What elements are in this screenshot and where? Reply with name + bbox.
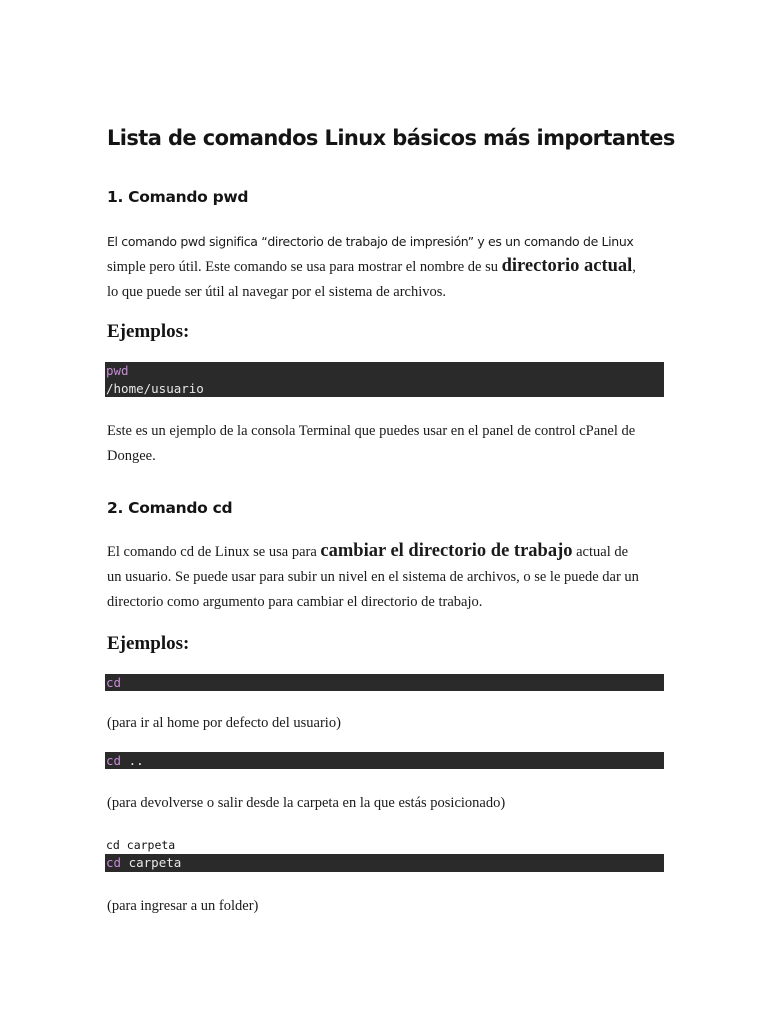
section-heading-cd: 2. Comando cd <box>107 499 233 517</box>
plain-code-line: cd carpeta <box>106 838 176 852</box>
paragraph-line: directorio como argumento para cambiar el directorio de trabajo. <box>107 594 483 610</box>
code-block-cd-parent <box>105 752 664 769</box>
code-command: pwd <box>106 363 129 378</box>
terminal-note <box>107 419 667 469</box>
paragraph-line: El comando cd de Linux se usa para cambiar el directorio de trabajo actual de <box>107 541 629 561</box>
section-paragraph-pwd <box>107 229 667 305</box>
example-caption: (para devolverse o salir desde la carpeta en la que estás posicionado) <box>107 795 506 811</box>
paragraph-line: un usuario. Se puede usar para subir un nivel en el sistema de archivos, o se le puede dar un <box>107 569 639 585</box>
code-block-cd <box>105 674 664 691</box>
examples-heading: Ejemplos: <box>107 321 190 342</box>
paragraph-line: simple pero útil. Este comando se usa para mostrar el nombre de su directorio actual, <box>107 256 636 276</box>
code-output: /home/usuario <box>106 380 204 396</box>
example-caption: (para ir al home por defecto del usuario) <box>107 715 341 731</box>
paragraph-line: Este es un ejemplo de la consola Terminal que puedes usar en el panel de control cPanel de <box>107 423 636 439</box>
code-line: cd .. <box>106 753 144 768</box>
paragraph-line: Dongee. <box>107 448 156 464</box>
code-block-cd-folder <box>105 854 664 872</box>
paragraph-line: El comando pwd significa “directorio de trabajo de impresión” y es un comando de Linux <box>107 234 634 249</box>
code-line: cd <box>106 675 122 690</box>
paragraph-line: lo que puede ser útil al navegar por el sistema de archivos. <box>107 284 447 300</box>
code-line: cd carpeta <box>106 855 182 870</box>
code-block-pwd <box>105 362 664 397</box>
examples-heading: Ejemplos: <box>107 633 190 654</box>
section-heading-pwd: 1. Comando pwd <box>107 188 249 206</box>
page-title: Lista de comandos Linux básicos más importantes <box>107 126 675 150</box>
emphasis-text: directorio actual <box>501 256 633 276</box>
section-paragraph-cd <box>107 539 667 615</box>
example-caption: (para ingresar a un folder) <box>107 898 259 914</box>
emphasis-text: cambiar el directorio de trabajo <box>320 541 573 561</box>
